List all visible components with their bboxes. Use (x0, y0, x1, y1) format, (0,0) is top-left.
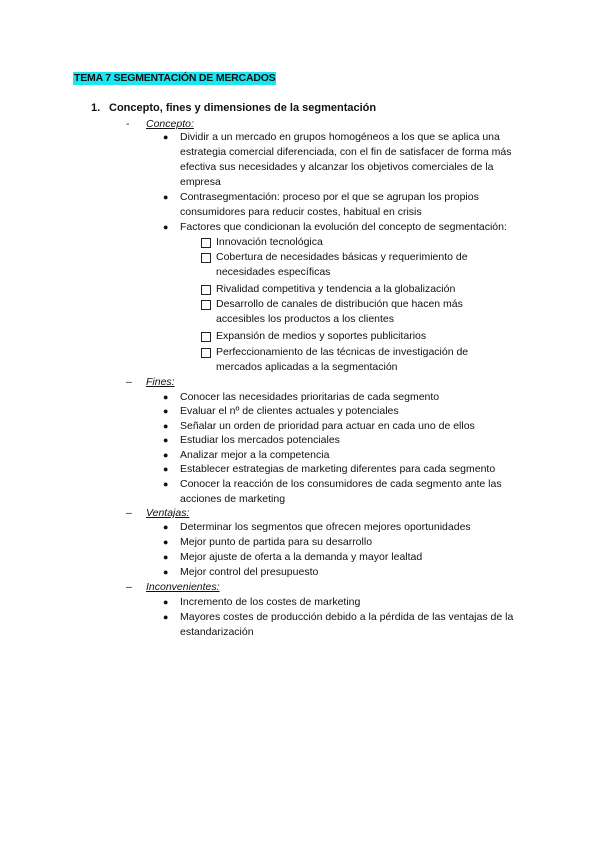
subsection-label: Fines: (146, 376, 175, 388)
bullet-icon: ● (163, 421, 169, 431)
document-title: TEMA 7 SEGMENTACIÓN DE MERCADOS (74, 72, 276, 84)
bullet-icon: ● (163, 612, 169, 622)
bullet-icon: ● (163, 192, 169, 202)
list-item: ● Conocer las necesidades prioritarias de cada segmento (163, 391, 440, 403)
list-item: ● Analizar mejor a la competencia (163, 449, 330, 461)
subsection-label: Ventajas: (146, 507, 190, 519)
list-item: ● Evaluar el nº de clientes actuales y potenciales (163, 405, 399, 417)
bullet-icon: ● (163, 597, 169, 607)
dash-marker: – (126, 581, 132, 593)
list-item: ● Factores que condicionan la evolución del concepto de segmentación: (163, 221, 507, 233)
bullet-icon: ● (163, 450, 169, 460)
dash-marker: – (126, 507, 132, 519)
list-item: ● Dividir a un mercado en grupos homogéneos a los que se aplica una estrategia comercial diferenciada, con el fin de satisfacer de forma más efectiva sus necesidades y alcanzar los objetivos comerciales de la empresa (163, 131, 512, 188)
bullet-icon: ● (163, 537, 169, 547)
list-item: ● Mayores costes de producción debido a la pérdida de las ventajas de la estandarización (163, 611, 514, 638)
dash-marker: – (126, 376, 132, 388)
list-item: ● Contrasegmentación: proceso por el que se agrupan los propios consumidores para reducir costes, habitual en crisis (163, 191, 479, 218)
checkbox-icon (201, 253, 211, 263)
factor-item: Rivalidad competitiva y tendencia a la globalización (201, 282, 496, 297)
factor-item: Cobertura de necesidades básicas y requerimiento de necesidades específicas (201, 250, 496, 280)
list-item: ● Mejor punto de partida para su desarrollo (163, 536, 373, 548)
bullet-icon: ● (163, 479, 169, 489)
subsection-label: Concepto: (146, 118, 194, 130)
section-number: 1. (91, 102, 101, 114)
list-item: ● Incremento de los costes de marketing (163, 596, 361, 608)
subsection-inconvenientes (126, 580, 220, 594)
checkbox-icon (201, 285, 211, 295)
list-item: ● Determinar los segmentos que ofrecen mejores oportunidades (163, 521, 471, 533)
factor-item: Perfeccionamiento de las técnicas de investigación de mercados aplicadas a la segmentación (201, 345, 496, 375)
dash-marker: - (126, 118, 130, 130)
factor-item: Expansión de medios y soportes publicitarios (201, 329, 496, 344)
list-item: ● Señalar un orden de prioridad para actuar en cada uno de ellos (163, 420, 475, 432)
bullet-icon: ● (163, 222, 169, 232)
list-item: ● Conocer la reacción de los consumidores de cada segmento ante las acciones de marketing (163, 478, 502, 505)
subsection-concepto (126, 117, 194, 131)
checkbox-icon (201, 332, 211, 342)
factor-item: Innovación tecnológica (201, 235, 496, 250)
subsection-fines (126, 375, 175, 389)
subsection-ventajas (126, 506, 189, 520)
checkbox-icon (201, 238, 211, 248)
subsection-label: Inconvenientes: (146, 581, 220, 593)
bullet-icon: ● (163, 552, 169, 562)
bullet-icon: ● (163, 132, 169, 142)
list-item: ● Mejor ajuste de oferta a la demanda y mayor lealtad (163, 551, 423, 563)
bullet-icon: ● (163, 392, 169, 402)
bullet-icon: ● (163, 567, 169, 577)
list-item: ● Estudiar los mercados potenciales (163, 434, 340, 446)
checkbox-icon (201, 348, 211, 358)
section-heading-text: Concepto, fines y dimensiones de la segmentación (109, 102, 377, 114)
bullet-icon: ● (163, 406, 169, 416)
factor-item: Desarrollo de canales de distribución que hacen más accesibles los productos a los clientes (201, 297, 496, 327)
bullet-icon: ● (163, 464, 169, 474)
checkbox-icon (201, 300, 211, 310)
list-item: ● Establecer estrategias de marketing diferentes para cada segmento (163, 463, 496, 475)
bullet-icon: ● (163, 435, 169, 445)
bullet-icon: ● (163, 522, 169, 532)
section-heading (91, 101, 376, 115)
list-item: ● Mejor control del presupuesto (163, 566, 319, 578)
